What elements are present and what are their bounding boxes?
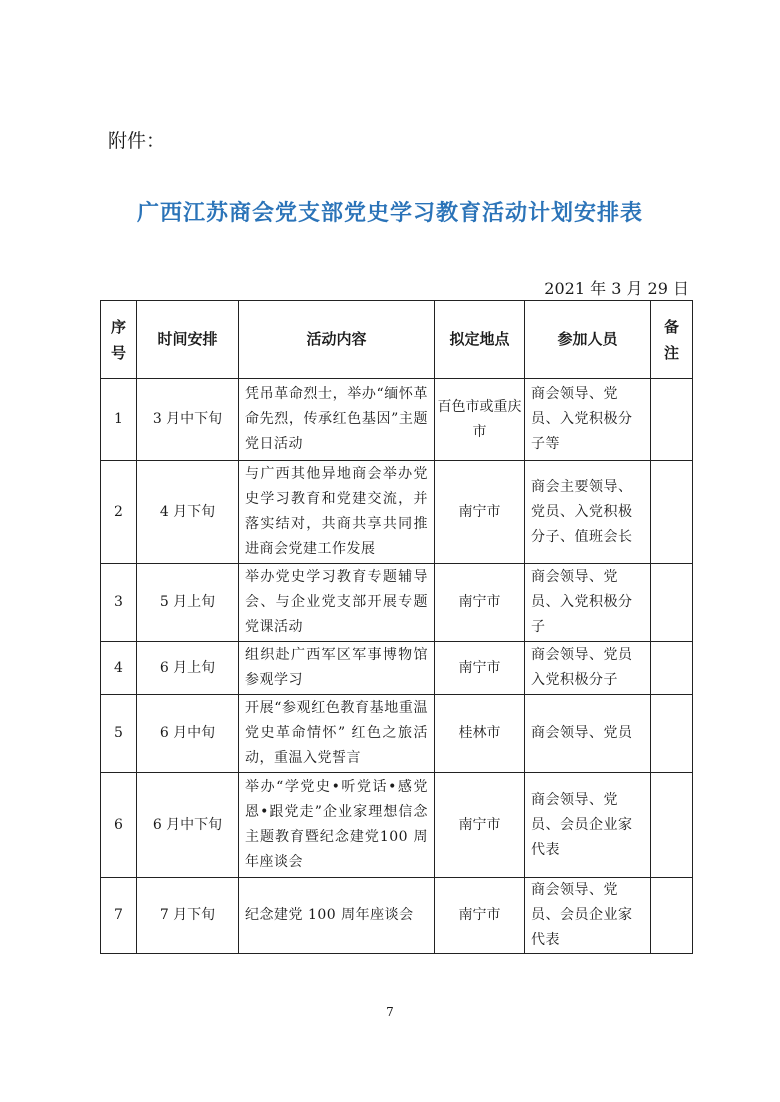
cell-remark [651, 773, 693, 878]
cell-time: 5 月上旬 [137, 564, 239, 642]
cell-content: 开展“参观红色教育基地重温党史革命情怀” 红色之旅活动，重温入党誓言 [239, 695, 435, 773]
cell-time: 4 月下旬 [137, 461, 239, 564]
cell-place: 南宁市 [435, 642, 525, 695]
table-row [101, 878, 693, 954]
cell-place: 百色市或重庆市 [435, 379, 525, 461]
document-title: 广西江苏商会党支部党史学习教育活动计划安排表 [136, 201, 643, 226]
header-place: 拟定地点 [435, 301, 525, 379]
table-row [101, 695, 693, 773]
cell-number: 7 [101, 878, 137, 954]
cell-content: 举办“学党史•听党话•感党恩•跟党走”企业家理想信念主题教育暨纪念建党100 周年座谈会 [239, 773, 435, 878]
cell-people: 商会领导、党员、会员企业家代表 [525, 773, 651, 878]
cell-place: 南宁市 [435, 773, 525, 878]
cell-remark [651, 379, 693, 461]
cell-people: 商会领导、党员、会员企业家代表 [525, 878, 651, 954]
cell-number: 3 [101, 564, 137, 642]
activity-plan-table [100, 300, 693, 954]
cell-content: 与广西其他异地商会举办党史学习教育和党建交流，并落实结对，共商共享共同推进商会党建工作发展 [239, 461, 435, 564]
header-content: 活动内容 [239, 301, 435, 379]
cell-remark [651, 461, 693, 564]
table-row [101, 773, 693, 878]
attachment-label: 附件： [108, 130, 166, 152]
table-row [101, 642, 693, 695]
cell-content: 凭吊革命烈士，举办“缅怀革命先烈，传承红色基因”主题党日活动 [239, 379, 435, 461]
cell-time: 6 月中旬 [137, 695, 239, 773]
header-time: 时间安排 [137, 301, 239, 379]
cell-content: 组织赴广西军区军事博物馆参观学习 [239, 642, 435, 695]
cell-number: 4 [101, 642, 137, 695]
cell-people: 商会领导、党员入党积极分子 [525, 642, 651, 695]
cell-number: 5 [101, 695, 137, 773]
cell-place: 南宁市 [435, 461, 525, 564]
header-people: 参加人员 [525, 301, 651, 379]
cell-number: 2 [101, 461, 137, 564]
cell-people: 商会主要领导、党员、入党积极分子、值班会长 [525, 461, 651, 564]
cell-place: 南宁市 [435, 878, 525, 954]
cell-time: 6 月中下旬 [137, 773, 239, 878]
cell-people: 商会领导、党员、入党积极分子 [525, 564, 651, 642]
header-number: 序 号 [101, 301, 137, 379]
table-row [101, 564, 693, 642]
table-header-row [101, 301, 693, 379]
page-number: 7 [386, 1005, 394, 1019]
table-row [101, 461, 693, 564]
cell-remark [651, 564, 693, 642]
cell-number: 1 [101, 379, 137, 461]
cell-remark [651, 642, 693, 695]
header-remark: 备 注 [651, 301, 693, 379]
cell-place: 桂林市 [435, 695, 525, 773]
cell-people: 商会领导、党员 [525, 695, 651, 773]
document-date: 2021 年 3 月 29 日 [544, 279, 689, 298]
cell-number: 6 [101, 773, 137, 878]
cell-place: 南宁市 [435, 564, 525, 642]
cell-remark [651, 878, 693, 954]
cell-time: 6 月上旬 [137, 642, 239, 695]
cell-time: 7 月下旬 [137, 878, 239, 954]
cell-content: 举办党史学习教育专题辅导会、与企业党支部开展专题党课活动 [239, 564, 435, 642]
cell-remark [651, 695, 693, 773]
cell-people: 商会领导、党员、入党积极分子等 [525, 379, 651, 461]
table-row [101, 379, 693, 461]
cell-content: 纪念建党 100 周年座谈会 [239, 878, 435, 954]
cell-time: 3 月中下旬 [137, 379, 239, 461]
